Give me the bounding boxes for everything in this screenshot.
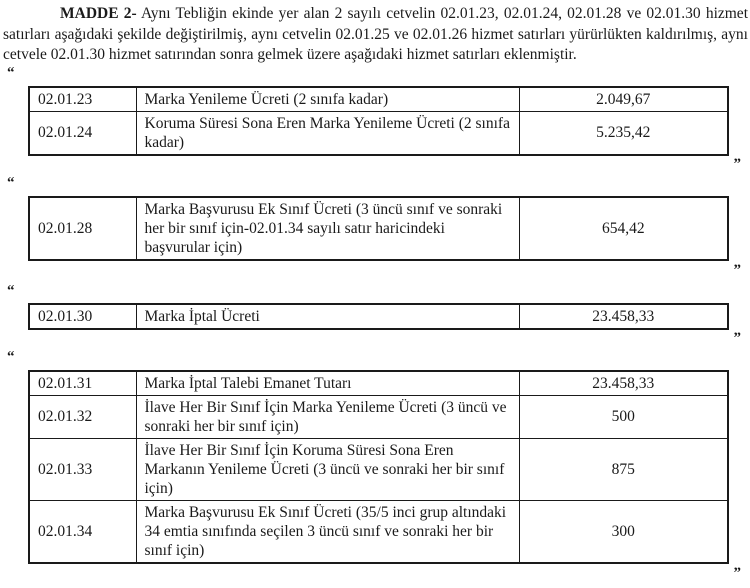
service-code-cell: 02.01.24 xyxy=(29,111,136,155)
service-description-cell: İlave Her Bir Sınıf İçin Marka Yenileme Ücreti (3 üncü ve sonraki her bir sınıf için) xyxy=(136,395,519,438)
service-amount-cell: 875 xyxy=(519,438,728,500)
fee-table-4 xyxy=(28,370,729,564)
service-amount-cell: 23.458,33 xyxy=(519,304,728,329)
close-quote-mark: ” xyxy=(733,155,741,172)
table-row xyxy=(29,395,728,438)
intro-paragraph xyxy=(3,4,748,66)
open-quote-mark: “ xyxy=(7,64,15,81)
table-row xyxy=(29,197,728,260)
service-amount-cell: 654,42 xyxy=(519,197,728,260)
service-description-cell: Marka Yenileme Ücreti (2 sınıfa kadar) xyxy=(136,87,519,112)
table-row xyxy=(29,87,728,112)
service-description-cell: İlave Her Bir Sınıf İçin Koruma Süresi Sona Eren Markanın Yenileme Ücreti (3 üncü ve sonraki her bir sınıf için) xyxy=(136,438,519,500)
table-row xyxy=(29,111,728,155)
service-code-cell: 02.01.31 xyxy=(29,371,136,396)
service-code-cell: 02.01.23 xyxy=(29,87,136,112)
table-row xyxy=(29,304,728,329)
service-description-cell: Marka Başvurusu Ek Sınıf Ücreti (35/5 inci grup altındaki 34 emtia sınıfında seçilen 3 üncü sınıf ve sonraki her bir sınıf için) xyxy=(136,500,519,563)
open-quote-mark: “ xyxy=(7,174,15,191)
service-code-cell: 02.01.32 xyxy=(29,395,136,438)
service-amount-cell: 2.049,67 xyxy=(519,87,728,112)
fee-table-1 xyxy=(28,86,729,156)
service-description-cell: Marka İptal Ücreti xyxy=(136,304,519,329)
open-quote-mark: “ xyxy=(7,282,15,299)
service-code-cell: 02.01.34 xyxy=(29,500,136,563)
close-quote-mark: ” xyxy=(733,564,741,581)
table-row xyxy=(29,438,728,500)
article-label: MADDE 2- xyxy=(60,5,137,22)
service-code-cell: 02.01.28 xyxy=(29,197,136,260)
close-quote-mark: ” xyxy=(733,329,741,346)
fee-table-2 xyxy=(28,196,729,261)
service-amount-cell: 23.458,33 xyxy=(519,371,728,396)
service-amount-cell: 300 xyxy=(519,500,728,563)
service-description-cell: Marka Başvurusu Ek Sınıf Ücreti (3 üncü sınıf ve sonraki her bir sınıf için-02.01.34 sayılı satır haricindeki başvurular için) xyxy=(136,197,519,260)
service-amount-cell: 500 xyxy=(519,395,728,438)
fee-table-3 xyxy=(28,303,729,330)
service-amount-cell: 5.235,42 xyxy=(519,111,728,155)
service-description-cell: Koruma Süresi Sona Eren Marka Yenileme Ücreti (2 sınıfa kadar) xyxy=(136,111,519,155)
service-code-cell: 02.01.33 xyxy=(29,438,136,500)
open-quote-mark: “ xyxy=(7,348,15,365)
table-row xyxy=(29,371,728,396)
service-description-cell: Marka İptal Talebi Emanet Tutarı xyxy=(136,371,519,396)
table-row xyxy=(29,500,728,563)
intro-text: Aynı Tebliğin ekinde yer alan 2 sayılı cetvelin 02.01.23, 02.01.24, 02.01.28 ve 02.01.30 hizmet satırları aşağıdaki şekilde değiştirilmiş, aynı cetvelin 02.01.25 ve 02.01.26 hizmet satırları yürürlükten kaldırılmış, aynı cetvele 02.01.30 hizmet satırından sonra gelmek üzere aşağıdaki hizmet satırları eklenmiştir. xyxy=(3,5,748,63)
close-quote-mark: ” xyxy=(733,261,741,278)
service-code-cell: 02.01.30 xyxy=(29,304,136,329)
